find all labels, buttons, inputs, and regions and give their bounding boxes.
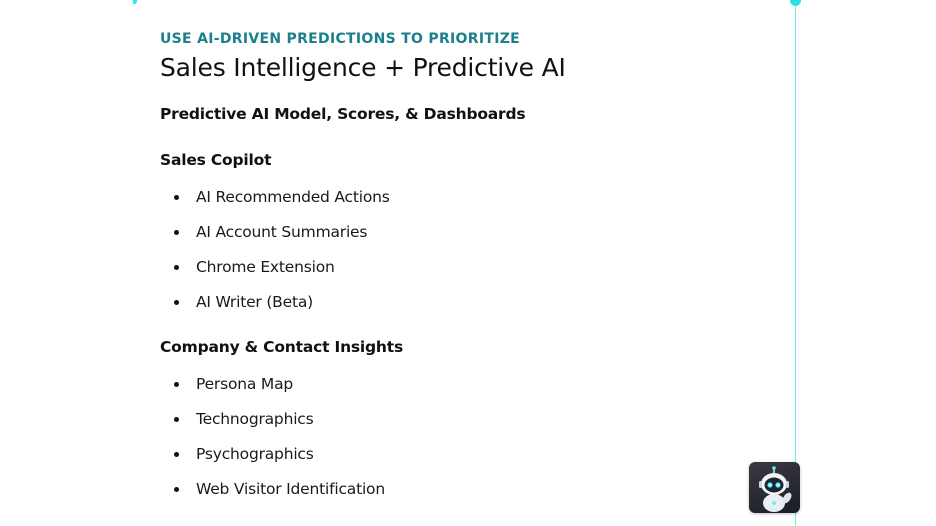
bullet-dot	[174, 195, 179, 200]
bullet-dot	[174, 300, 179, 305]
guide-line-dot	[790, 0, 801, 6]
list-item	[160, 221, 760, 243]
list-item	[160, 408, 760, 430]
list-item-label: Psychographics	[196, 445, 314, 463]
bullet-dot	[174, 417, 179, 422]
page-title: Sales Intelligence + Predictive AI	[160, 53, 566, 82]
bullet-dot	[174, 487, 179, 492]
list-item-label: Persona Map	[196, 375, 294, 393]
list-item	[160, 291, 760, 313]
robot-assistant-icon	[749, 462, 800, 513]
chat-assistant-button[interactable]	[749, 462, 800, 513]
bullet-dot	[174, 452, 179, 457]
section-heading-company-contact-insights: Company & Contact Insights	[160, 338, 404, 356]
list-item	[160, 443, 760, 465]
list-item	[160, 256, 760, 278]
eyebrow-text: USE AI-DRIVEN PREDICTIONS TO PRIORITIZE	[160, 31, 521, 47]
list-item-label: Web Visitor Identification	[196, 480, 385, 498]
corner-accent-mark	[133, 0, 137, 4]
bullet-dot	[174, 265, 179, 270]
list-item-label: AI Writer (Beta)	[196, 293, 313, 311]
main-content	[160, 30, 760, 500]
sales-copilot-list	[160, 186, 760, 313]
bullet-dot	[174, 230, 179, 235]
list-item-label: AI Account Summaries	[196, 223, 368, 241]
company-contact-insights-list	[160, 373, 760, 500]
list-item-label: Chrome Extension	[196, 258, 335, 276]
bullet-dot	[174, 382, 179, 387]
list-item-label: Technographics	[196, 410, 314, 428]
section-heading-sales-copilot: Sales Copilot	[160, 151, 272, 169]
list-item	[160, 373, 760, 395]
vertical-guide-line	[795, 0, 796, 526]
list-item	[160, 478, 760, 500]
list-item	[160, 186, 760, 208]
section-heading-predictive-ai: Predictive AI Model, Scores, & Dashboards	[160, 105, 526, 123]
list-item-label: AI Recommended Actions	[196, 188, 390, 206]
